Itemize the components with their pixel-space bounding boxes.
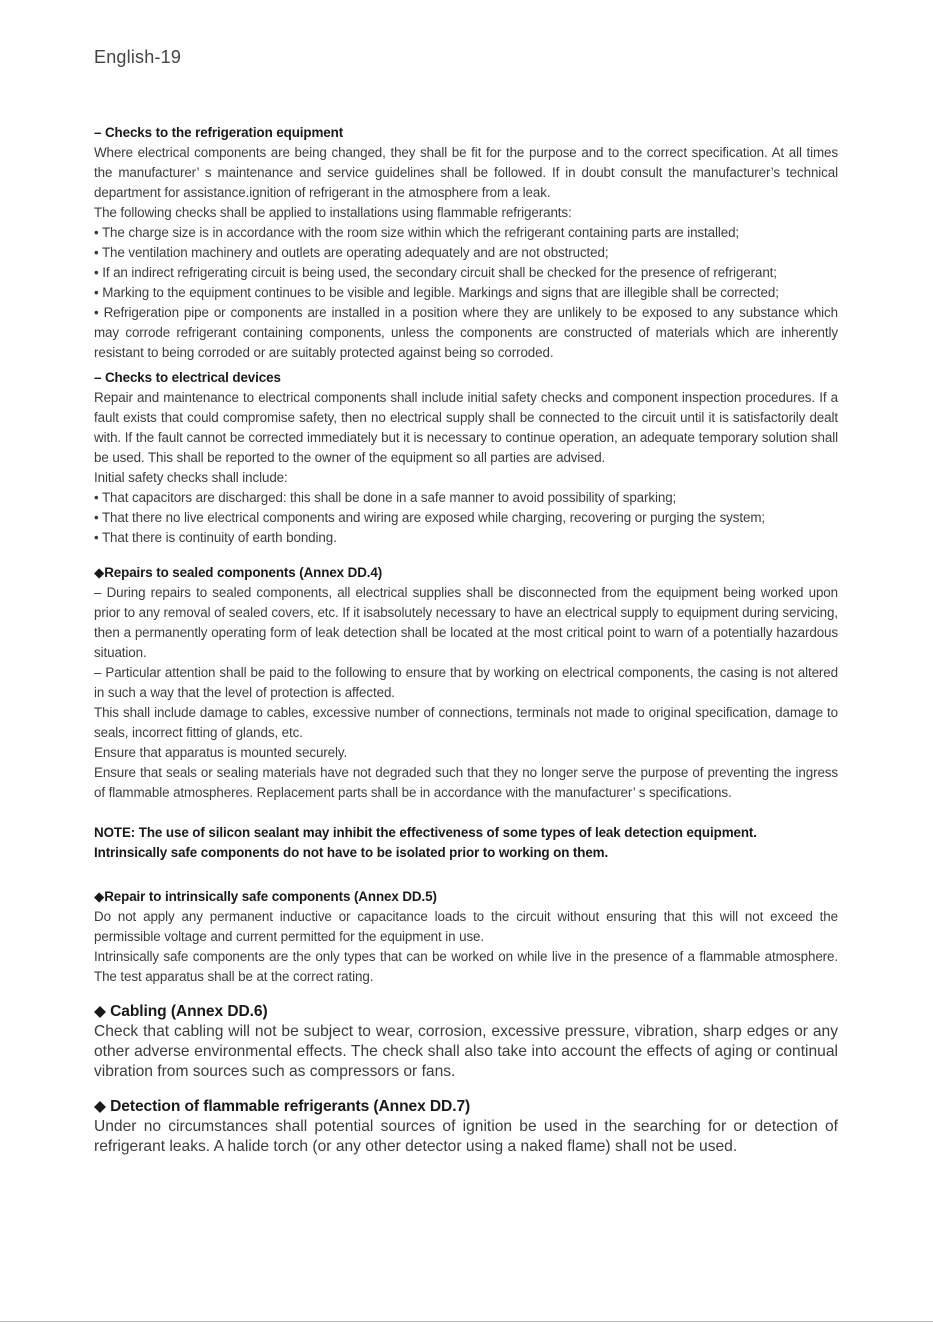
paragraph: Repair and maintenance to electrical components shall include initial safety checks and component inspection procedures. If a fault exists that could compromise safety, then no electrical supply shall be connected to the circuit until it is satisfactorily dealt with. If the fault cannot be corrected immediately but it is necessary to continue operation, an adequate temporary solution shall be used. This shall be reported to the owner of the equipment so all parties are advised. [94, 390, 838, 465]
bullet-item: • That there is continuity of earth bonding. [94, 530, 337, 545]
paragraph: The following checks shall be applied to installations using flammable refrigerants: [94, 205, 572, 220]
note-block [94, 823, 838, 863]
section-heading: ◆Repair to intrinsically safe components (Annex DD.5) [94, 889, 437, 904]
section-heading: ◆Repairs to sealed components (Annex DD.4) [94, 565, 383, 580]
paragraph: Ensure that apparatus is mounted securely. [94, 745, 348, 760]
note-line: Intrinsically safe components do not have to be isolated prior to working on them. [94, 845, 609, 860]
paragraph: Ensure that seals or sealing materials have not degraded such that they no longer serve the purpose of preventing the ingress of flammable atmospheres. Replacement parts shall be in accordance with the manufacturer’ s specifications. [94, 765, 838, 800]
section-heading: – Checks to electrical devices [94, 370, 281, 385]
paragraph: Intrinsically safe components are the only types that can be worked on while live in the presence of a flammable atmosphere. The test apparatus shall be at the correct rating. [94, 949, 838, 984]
paragraph: Do not apply any permanent inductive or capacitance loads to the circuit without ensuring that this will not exceed the permissible voltage and current permitted for the equipment in use. [94, 909, 838, 944]
bullet-item: • Refrigeration pipe or components are installed in a position where they are unlikely to be exposed to any substance which may corrode refrigerant containing components, unless the components are constructed of materials which are inherently resistant to being corroded or are suitably protected against being so corroded. [94, 305, 838, 360]
paragraph: Initial safety checks shall include: [94, 470, 288, 485]
paragraph: – Particular attention shall be paid to the following to ensure that by working on electrical components, the casing is not altered in such a way that the level of protection is affected. [94, 665, 838, 700]
section-intrinsically-safe [94, 887, 838, 987]
section-electrical-checks [94, 368, 838, 548]
section-heading: ◆ Detection of flammable refrigerants (Annex DD.7) [94, 1098, 471, 1115]
bullet-item: • If an indirect refrigerating circuit is being used, the secondary circuit shall be checked for the presence of refrigerant; [94, 265, 777, 280]
paragraph: – During repairs to sealed components, all electrical supplies shall be disconnected from the equipment being worked upon prior to any removal of sealed covers, etc. If it isabsolutely necessary to have an electrical supply to equipment during servicing, then a permanently operating form of leak detection shall be located at the most critical point to warn of a potentially hazardous situation. [94, 585, 838, 660]
section-refrigeration-checks [94, 123, 838, 363]
paragraph: Under no circumstances shall potential sources of ignition be used in the searching for or detection of refrigerant leaks. A halide torch (or any other detector using a naked flame) shall not be used. [94, 1118, 838, 1155]
section-detection [94, 1097, 838, 1157]
bullet-item: • Marking to the equipment continues to be visible and legible. Markings and signs that are illegible shall be corrected; [94, 285, 779, 300]
paragraph: Check that cabling will not be subject to wear, corrosion, excessive pressure, vibration, sharp edges or any other adverse environmental effects. The check shall also take into account the effects of aging or continual vibration from sources such as compressors or fans. [94, 1023, 838, 1080]
note-line: NOTE: The use of silicon sealant may inhibit the effectiveness of some types of leak detection equipment. [94, 825, 757, 840]
paragraph: Where electrical components are being changed, they shall be fit for the purpose and to the correct specification. At all times the manufacturer’ s maintenance and service guidelines shall be followed. If in doubt consult the manufacturer’s technical department for assistance.ignition of refrigerant in the atmosphere from a leak. [94, 145, 838, 200]
page-bottom-rule [0, 1321, 933, 1322]
section-heading: – Checks to the refrigeration equipment [94, 125, 344, 140]
section-heading: ◆ Cabling (Annex DD.6) [94, 1003, 268, 1020]
manual-body [94, 123, 838, 1157]
section-cabling [94, 1002, 838, 1082]
bullet-item: • That there no live electrical components and wiring are exposed while charging, recovering or purging the system; [94, 510, 766, 525]
paragraph: This shall include damage to cables, excessive number of connections, terminals not made to original specification, damage to seals, incorrect fitting of glands, etc. [94, 705, 838, 740]
page-number-label: English-19 [94, 47, 182, 67]
bullet-item: • The charge size is in accordance with the room size within which the refrigerant containing parts are installed; [94, 225, 740, 240]
section-sealed-components [94, 563, 838, 803]
bullet-item: • That capacitors are discharged: this shall be done in a safe manner to avoid possibility of sparking; [94, 490, 677, 505]
bullet-item: • The ventilation machinery and outlets are operating adequately and are not obstructed; [94, 245, 609, 260]
